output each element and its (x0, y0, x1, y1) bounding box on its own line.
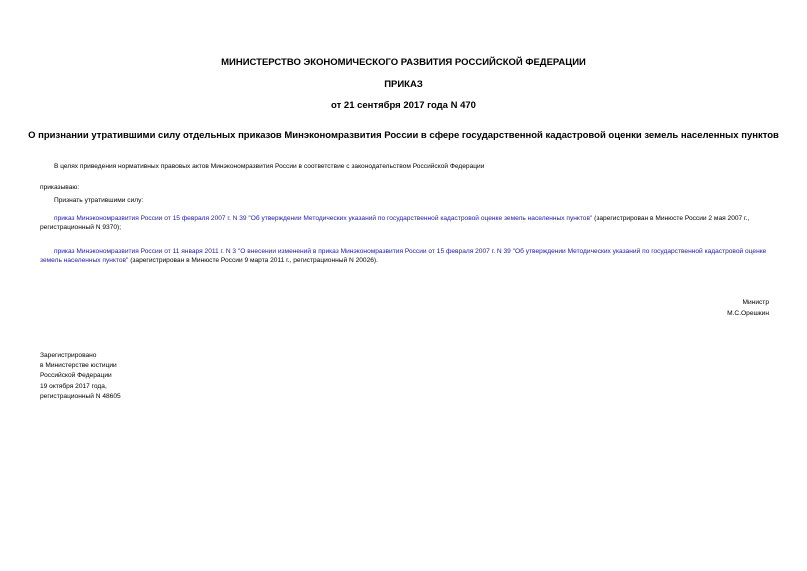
registration-line: регистрационный N 48605 (40, 392, 121, 400)
registration-line: 19 октября 2017 года, (40, 382, 107, 390)
document-title: О признании утратившими силу отдельных приказов Минэкономразвития России в сфере государственной кадастровой оценки земель населенных пунктов (28, 130, 779, 141)
order-link-2[interactable]: приказ Минэкономразвития России от 11 января 2011 г. N 3 "О внесении изменений в приказ Минэкономразвития России от 15 февраля 2007 г. N 39 "Об утверждении Методических указаний по государственной кадастровой оценке земель населенных пунктов" (40, 248, 767, 264)
repealed-item-1 (40, 214, 770, 232)
document-type: ПРИКАЗ (384, 79, 423, 90)
registration-line: Российской Федерации (40, 372, 112, 380)
repealed-item-2 (40, 247, 770, 265)
repealed-item-1-registration: (зарегистрирован в Минюсте России 2 мая 2007 г., регистрационный N 9370); (40, 215, 750, 231)
orders-word: приказываю: (40, 184, 80, 191)
repealed-item-2-registration: (зарегистрирован в Минюсте России 9 марта 2011 г., регистрационный N 20026). (128, 257, 378, 264)
signer-name: М.С.Орешкин (727, 310, 769, 317)
registration-line: Зарегистрировано (40, 352, 97, 359)
purpose-paragraph: В целях приведения нормативных правовых актов Минэкономразвития России в соответствие с законодательством Российской Федерации (54, 163, 485, 170)
document-date-number: от 21 сентября 2017 года N 470 (331, 100, 476, 111)
registration-line: в Министерстве юстиции (40, 362, 117, 370)
ministry-name: МИНИСТЕРСТВО ЭКОНОМИЧЕСКОГО РАЗВИТИЯ РОССИЙСКОЙ ФЕДЕРАЦИИ (221, 57, 586, 68)
order-link-1[interactable]: приказ Минэкономразвития России от 15 февраля 2007 г. N 39 "Об утверждении Методических указаний по государственной кадастровой оценке земель населенных пунктов" (54, 215, 593, 222)
registration-block (40, 351, 121, 402)
recognize-paragraph: Признать утратившими силу: (54, 197, 144, 204)
signer-position: Министр (742, 299, 769, 306)
